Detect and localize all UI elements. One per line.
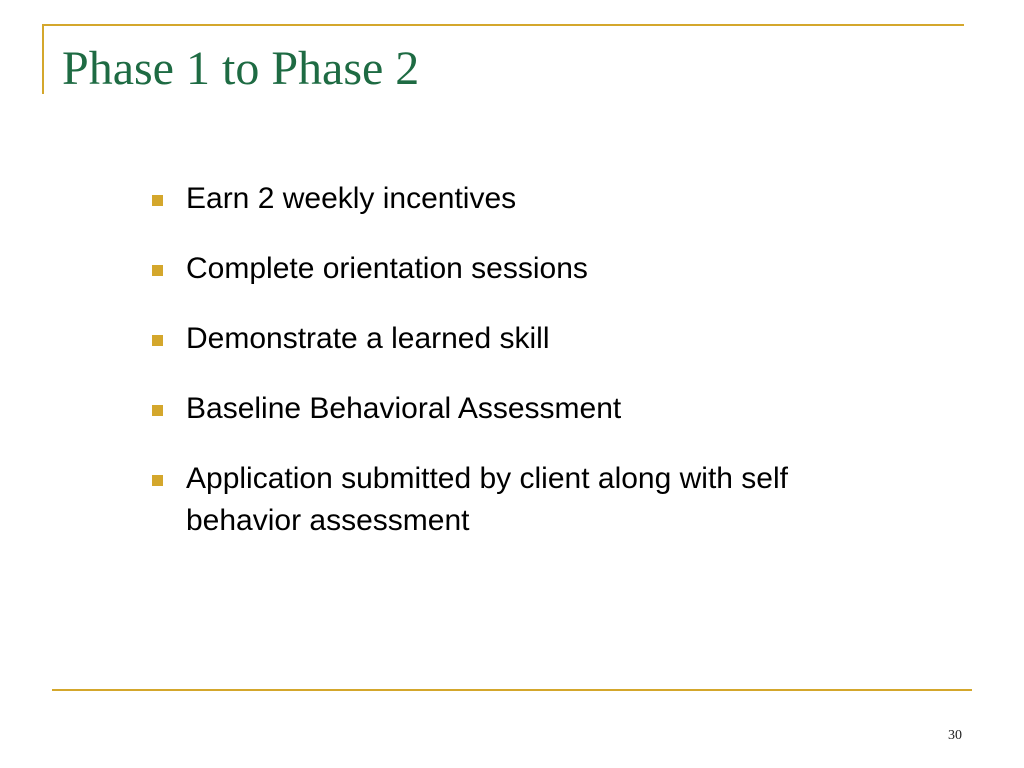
bullet-item	[150, 388, 810, 430]
slide-title: Phase 1 to Phase 2	[62, 42, 420, 95]
bullet-item	[150, 178, 810, 220]
square-bullet-icon	[152, 265, 163, 276]
frame-left-line	[42, 24, 44, 94]
frame-top-line	[42, 24, 964, 26]
page-number: 30	[948, 728, 962, 743]
bullet-text: Application submitted by client along with self behavior assessment	[186, 462, 788, 537]
bullet-item	[150, 248, 810, 290]
bullet-text: Complete orientation sessions	[186, 252, 588, 285]
square-bullet-icon	[152, 405, 163, 416]
bullet-text: Earn 2 weekly incentives	[186, 182, 517, 215]
bottom-divider	[52, 689, 972, 691]
bullet-item	[150, 458, 810, 542]
square-bullet-icon	[152, 195, 163, 206]
bullet-item	[150, 318, 810, 360]
bullet-list	[150, 178, 810, 570]
square-bullet-icon	[152, 475, 163, 486]
bullet-text: Demonstrate a learned skill	[186, 322, 550, 355]
bullet-text: Baseline Behavioral Assessment	[186, 392, 622, 425]
square-bullet-icon	[152, 335, 163, 346]
